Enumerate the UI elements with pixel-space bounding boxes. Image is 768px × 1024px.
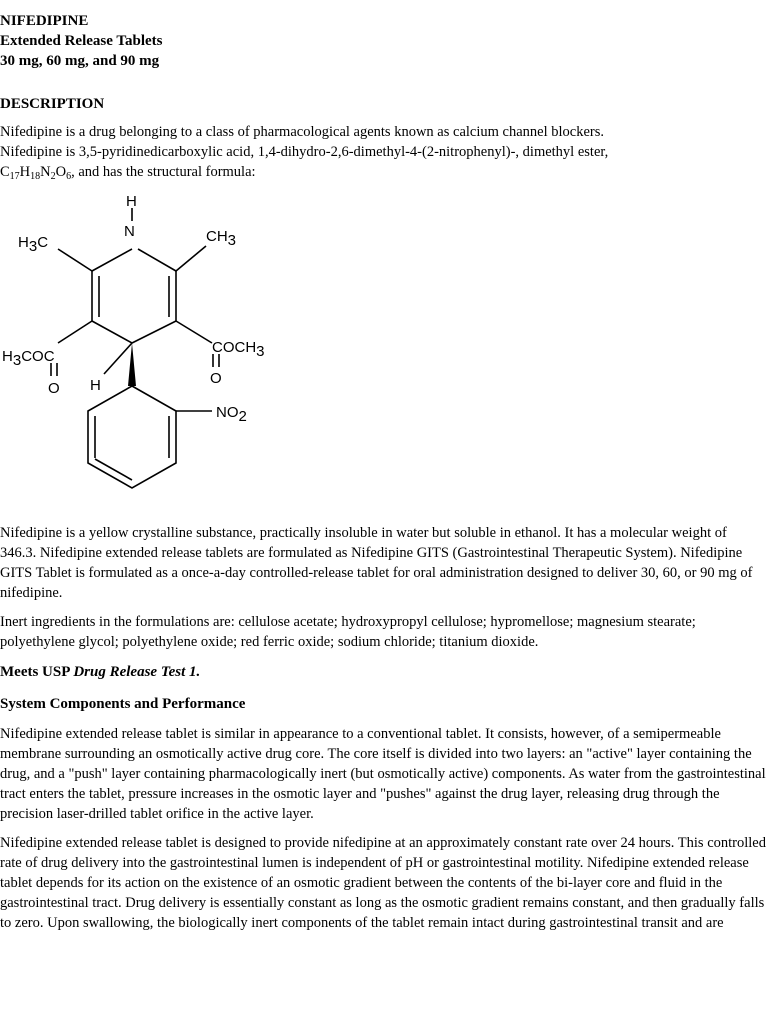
label-h3c-left: H3C [18,234,49,255]
label-h-mid: H [90,377,101,394]
label-n: N [124,223,135,240]
description-line-2: Nifedipine is 3,5-pyridinedicarboxylic acid, 1,4-dihydro-2,6-dimethyl-4-(2-nitrophenyl)-, dimethyl ester, [0,144,609,160]
structural-formula [0,191,766,517]
usp-test-name: Drug Release Test 1. [73,664,201,680]
system-heading: System Components and Performance [0,696,246,712]
description-paragraph-2: Nifedipine is a yellow crystalline substance, practically insoluble in water but soluble in ethanol. It has a molecular weight of 346.3. Nifedipine extended release tablets are formulated as Nifedipine GITS (Gastrointestinal Therapeutic System). Nifedipine GITS Tablet is formulated as a once-a-day controlled-release tablet for oral administration designed to deliver 30, 60, or 90 mg of nifedipine. [0,525,753,601]
label-h-top: H [126,193,137,210]
label-coch3: COCH3 [212,339,265,360]
molecular-formula: $C_{17}H_{18}N_2O_6$ [0,164,72,182]
usp-statement: Meets USP Drug Release Test 1. [0,664,201,680]
label-ch3-right: CH3 [206,228,237,249]
label-no2: NO2 [216,404,247,425]
description-paragraph-3: Inert ingredients in the formulations are: cellulose acetate; hydroxypropyl cellulose; hypromellose; magnesium stearate; polyethylene glycol; polyethylene oxide; red ferric oxide; sodium chloride; titanium dioxide. [0,614,696,650]
label-o-left: O [48,380,60,397]
description-heading: DESCRIPTION [0,96,105,112]
strengths: 30 mg, 60 mg, and 90 mg [0,53,160,69]
system-paragraph-1: Nifedipine extended release tablet is similar in appearance to a conventional tablet. It consists, however, of a semipermeable membrane surrounding an osmotically active drug core. The core itself is divided into two layers: an "active" layer containing the drug, and a "push" layer containing pharmacologically inert (but osmotically active) components. As water from the gastrointestinal tract enters the tablet, pressure increases in the osmotic layer and "pushes" against the drug layer, releasing drug through the precision laser-drilled tablet orifice in the active layer. [0,726,766,822]
dosage-form: Extended Release Tablets [0,33,163,49]
description-line-3-tail: , and has the structural formula: [71,164,256,180]
description-paragraph-1 [0,122,766,182]
system-paragraph-2: Nifedipine extended release tablet is designed to provide nifedipine at an approximately constant rate over 24 hours. This controlled rate of drug delivery into the gastrointestinal lumen is independent of pH or gastrointestinal motility. Nifedipine extended release tablet depends for its action on the existence of an osmotic gradient between the contents of the bi-layer core and fluid in the gastrointestinal tract. Drug delivery is essentially constant as long as the osmotic gradient remains constant, and then gradually falls to zero. Upon swallowing, the biologically inert components of the tablet remain intact during gastrointestinal transit and are [0,835,766,931]
drug-name: NIFEDIPINE [0,13,89,29]
document-page [0,11,766,942]
structural-formula-drawing [0,191,280,517]
label-h3coc: H3COC [2,348,55,369]
label-o-right: O [210,370,222,387]
description-line-1: Nifedipine is a drug belonging to a class of pharmacological agents known as calcium channel blockers. [0,124,604,140]
